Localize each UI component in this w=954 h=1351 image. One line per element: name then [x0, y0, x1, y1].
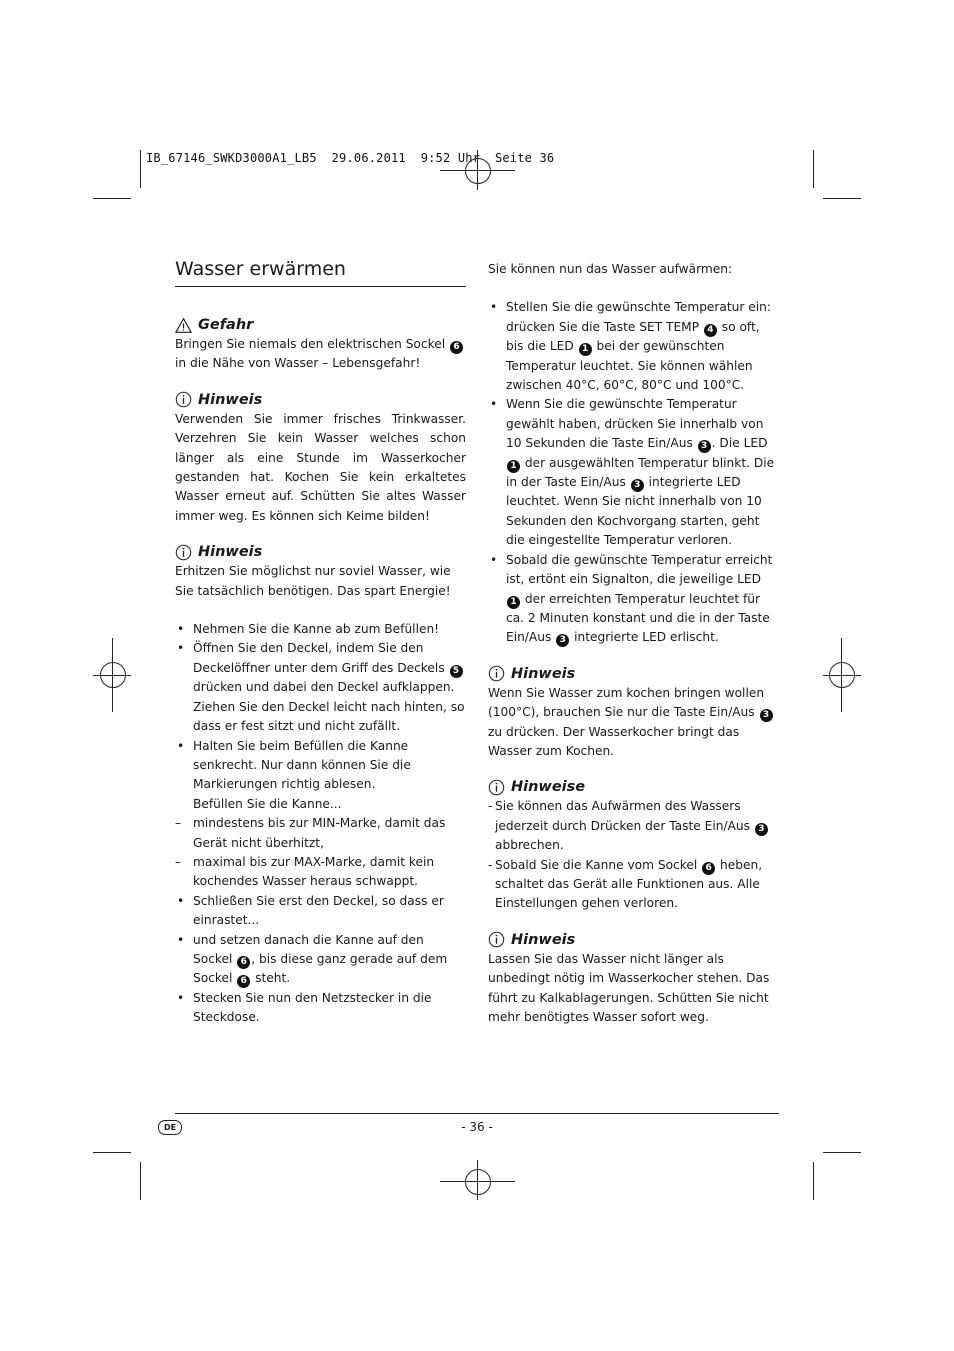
info-icon — [488, 779, 505, 796]
part-number-badge: 1 — [507, 596, 520, 609]
fill-steps-list — [175, 620, 466, 1028]
notes-cancel — [488, 777, 779, 913]
note-heading: Hinweis — [511, 665, 576, 682]
note-text: Wenn Sie Wasser zum kochen bringen wollen (100°C), brauchen Sie nur die Taste Ein/Aus 3 zu drücken. Der Wasserkocher bringt das Wasser zum Kochen. — [488, 684, 779, 762]
list-item: • und setzen danach die Kanne auf den Sockel 6 , bis diese ganz gerade auf dem Sockel 6 steht. — [177, 932, 448, 987]
note-save-energy — [175, 542, 466, 601]
list-item: - Sobald Sie die Kanne vom Sockel 6 heben, schaltet das Gerät alle Funktionen aus. Alle Einstellungen gehen verloren. — [488, 857, 763, 911]
crop-mark — [477, 1160, 478, 1200]
part-number-badge: 6 — [702, 862, 715, 875]
crop-mark — [93, 1152, 131, 1153]
note-limescale — [488, 930, 779, 1028]
list-item: – mindestens bis zur MIN-Marke, damit das Gerät nicht überhitzt, — [175, 816, 446, 850]
part-number-badge: 3 — [760, 709, 773, 722]
list-item: • Stellen Sie die gewünschte Temperatur ein: drücken Sie die Taste SET TEMP 4 so oft, bis die LED 1 bei der gewünschten Temperatur leuchtet. Sie können wählen zwischen 40°C, 60°C, 80°C und 100°C. — [490, 300, 772, 393]
info-icon — [175, 391, 192, 408]
part-number-badge: 3 — [698, 440, 711, 453]
title-rule — [175, 286, 466, 287]
list-item: • Wenn Sie die gewünschte Temperatur gewählt haben, drücken Sie innerhalb von 10 Sekunden die Taste Ein/Aus 3 . Die LED 1 der ausgewählten Temperatur blinkt. Die in der Taste Ein/Aus 3 integrierte LED leuchtet. Wenn Sie nicht innerhalb von 10 Sekunden den Kochvorgang starten, geht die eingestellte Temperatur verloren. — [490, 397, 775, 548]
print-slug: IB_67146_SWKD3000A1_LB5 29.06.2011 9:52 Uhr Seite 36 — [146, 151, 555, 165]
part-number-badge: 1 — [507, 460, 520, 473]
info-icon — [488, 931, 505, 948]
notes-list — [488, 797, 779, 913]
note-text: Lassen Sie das Wasser nicht länger als unbedingt nötig im Wasserkocher stehen. Das führt zu Kalkablagerungen. Schütten Sie nicht mehr benötigtes Wasser sofort weg. — [488, 951, 770, 1024]
note-heading: Hinweis — [198, 544, 263, 561]
note-heading: Hinweis — [198, 391, 263, 408]
list-item: • Stecken Sie nun den Netzstecker in die Steckdose. — [177, 990, 432, 1025]
crop-mark — [813, 1162, 814, 1200]
footer-rule — [175, 1113, 779, 1114]
info-icon — [175, 544, 192, 561]
note-heading: Hinweise — [511, 779, 586, 796]
crop-mark — [140, 150, 141, 188]
crop-mark — [841, 638, 842, 712]
list-item: • Halten Sie beim Befüllen die Kanne senkrecht. Nur dann können Sie die Markierungen richtig ablesen. Befüllen Sie die Kanne... — [177, 738, 411, 811]
part-number-badge: 3 — [755, 823, 768, 836]
right-column — [488, 260, 779, 1027]
left-column — [175, 256, 466, 1028]
crop-mark — [93, 198, 131, 199]
part-number-badge: 6 — [237, 956, 250, 969]
part-number-badge: 3 — [556, 634, 569, 647]
crop-mark — [813, 150, 814, 188]
crop-mark — [112, 638, 113, 712]
page-title: Wasser erwärmen — [175, 258, 346, 280]
warning-icon — [175, 317, 192, 334]
crop-mark — [140, 1162, 141, 1200]
list-item: – maximal bis zur MAX-Marke, damit kein kochendes Wasser heraus schwappt. — [175, 854, 435, 889]
registration-mark-icon — [465, 1169, 491, 1195]
part-number-badge: 5 — [450, 665, 463, 678]
list-item: • Sobald die gewünschte Temperatur erreicht ist, ertönt ein Signalton, die jeweilige LED 1 der erreichten Temperatur leuchtet für ca. 2 Minuten konstant und die in der Taste Ein/Aus 3 integrierte LED erlischt. — [490, 552, 773, 646]
list-item: - Sie können das Aufwärmen des Wassers jederzeit durch Drücken der Taste Ein/Aus 3 abbrechen. — [488, 797, 779, 855]
crop-mark — [823, 675, 861, 676]
part-number-badge: 1 — [579, 343, 592, 356]
crop-mark — [823, 1152, 861, 1153]
part-number-badge: 3 — [631, 479, 644, 492]
heating-steps-list — [488, 298, 779, 647]
note-fresh-water — [175, 390, 466, 526]
page-number: - 36 - — [461, 1120, 493, 1134]
danger-heading: Gefahr — [198, 317, 254, 333]
list-item: • Schließen Sie erst den Deckel, so dass er einrastet... — [177, 893, 444, 928]
part-number-badge: 6 — [450, 341, 463, 354]
info-icon — [488, 665, 505, 682]
list-item: • Öffnen Sie den Deckel, indem Sie den Deckelöffner unter dem Griff des Deckels 5 drücken und dabei den Deckel aufklappen. Ziehen Sie den Deckel leicht nach hinten, so dass er fest sitzt und nicht zufällt. — [177, 641, 465, 734]
part-number-badge: 6 — [237, 975, 250, 988]
note-text: Erhitzen Sie möglichst nur soviel Wasser, wie Sie tatsächlich benötigen. Das spart Energie! — [175, 564, 451, 598]
danger-text: Bringen Sie niemals den elektrischen Sockel 6 in die Nähe von Wasser – Lebensgefahr! — [175, 335, 466, 374]
crop-mark — [823, 198, 861, 199]
danger-note — [175, 315, 466, 374]
language-badge: DE — [158, 1120, 182, 1135]
part-number-badge: 4 — [704, 324, 717, 337]
note-boil — [488, 664, 779, 762]
intro-text: Sie können nun das Wasser aufwärmen: — [488, 262, 733, 276]
note-heading: Hinweis — [511, 931, 576, 948]
note-text: Verwenden Sie immer frisches Trinkwasser. Verzehren Sie kein Wasser welches schon länger als eine Stunde im Wasserkocher gestanden hat. Kochen Sie kein erkaltetes Wasser erneut auf. Schütten Sie altes Wasser immer weg. Es können sich Keime bilden! — [175, 411, 466, 523]
list-item: • Nehmen Sie die Kanne ab zum Befüllen! — [177, 622, 440, 637]
